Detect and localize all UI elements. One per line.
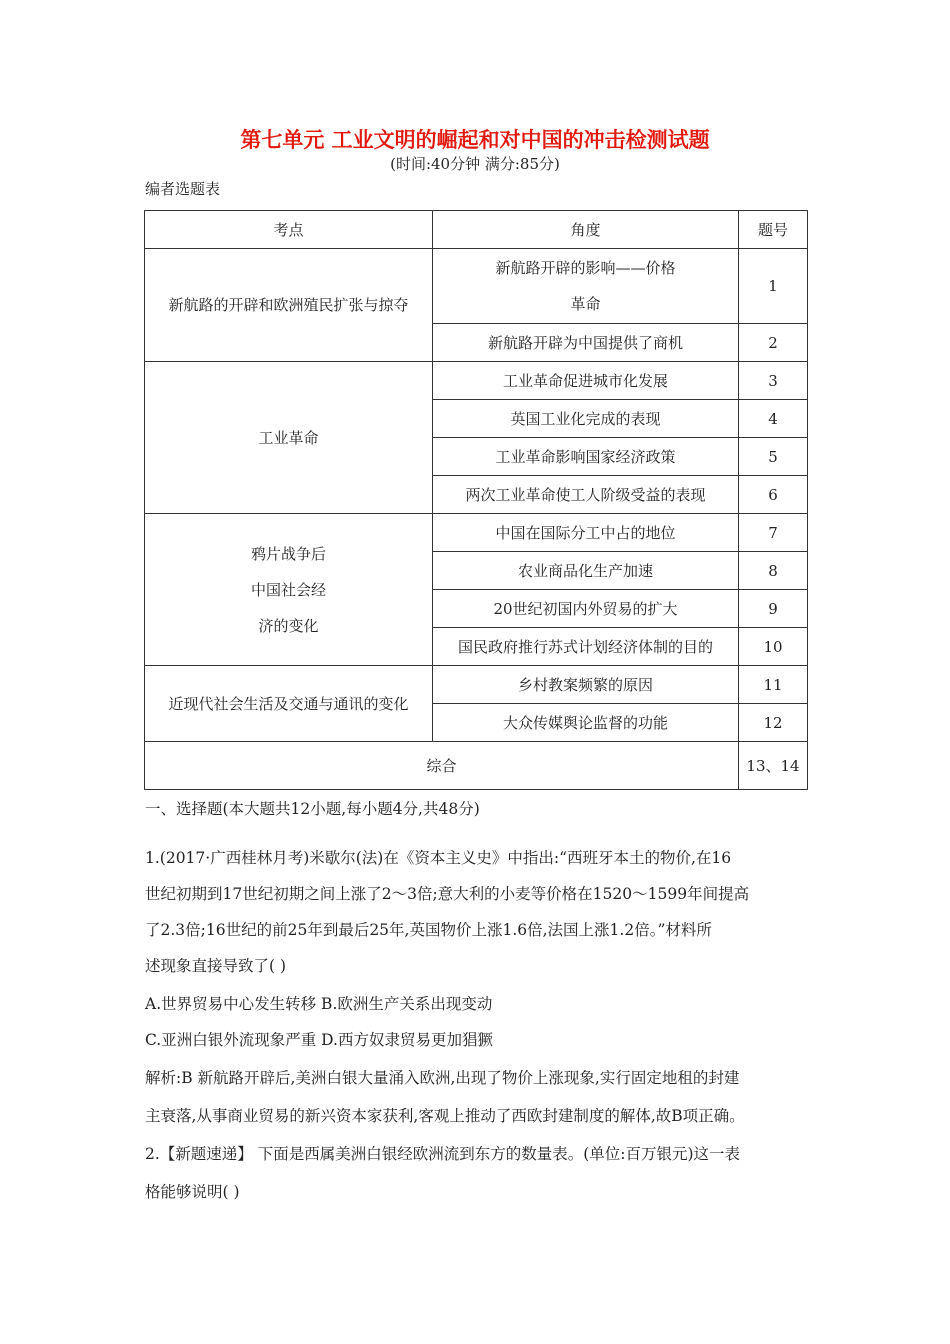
topic-cell (145, 362, 433, 514)
angle-text: 工业革命影响国家经济政策 (495, 447, 676, 466)
header-angle: 角度 (433, 211, 739, 249)
topic-text: 中国社会经 (250, 580, 326, 599)
question-number-cell: 10 (739, 628, 808, 666)
angle-cell (433, 552, 739, 590)
angle-text: 乡村教案频繁的原因 (517, 675, 653, 694)
angle-cell (433, 438, 739, 476)
angle-cell (433, 362, 739, 400)
angle-cell (433, 704, 739, 742)
angle-cell (433, 590, 739, 628)
angle-text: 大众传媒舆论监督的功能 (502, 713, 668, 732)
angle-text: 革命 (570, 295, 601, 313)
question-number-cell: 8 (739, 552, 808, 590)
question-2-text: 格能够说明( ) (145, 1183, 240, 1201)
angle-cell (433, 324, 739, 362)
question-number-cell: 1 (739, 249, 808, 324)
angle-text: 国民政府推行苏式计划经济体制的目的 (457, 637, 713, 656)
angle-cell (433, 666, 739, 704)
topic-text: 济的变化 (258, 616, 319, 635)
question-1-text: 述现象直接导致了( ) (145, 957, 287, 975)
topic-text: 新航路的开辟和欧洲殖民扩张与掠夺 (168, 296, 409, 314)
exam-info: (时间:40分钟 满分:85分) (390, 155, 560, 173)
question-number-cell: 4 (739, 400, 808, 438)
angle-text: 英国工业化完成的表现 (510, 409, 661, 428)
selection-table (144, 210, 808, 790)
angle-text: 两次工业革命使工人阶级受益的表现 (465, 485, 706, 504)
summary-label: 综合 (145, 742, 739, 790)
summary-number: 13、14 (739, 742, 808, 790)
table-row (145, 362, 808, 400)
question-1-analysis: 主衰落,从事商业贸易的新兴资本家获利,客观上推动了西欧封建制度的解体,故B项正确。 (145, 1107, 745, 1125)
table-row (145, 249, 808, 324)
question-1-options: C.亚洲白银外流现象严重 D.西方奴隶贸易更加猖獗 (145, 1031, 493, 1049)
angle-cell (433, 400, 739, 438)
question-number-cell: 11 (739, 666, 808, 704)
question-number-cell: 6 (739, 476, 808, 514)
topic-cell (145, 514, 433, 666)
angle-text: 新航路开辟为中国提供了商机 (487, 333, 683, 352)
summary-row (145, 742, 808, 790)
table-row (145, 666, 808, 704)
topic-text: 工业革命 (258, 428, 319, 447)
topic-cell (145, 249, 433, 362)
question-number-cell: 12 (739, 704, 808, 742)
table-header-row (145, 211, 808, 249)
topic-cell (145, 666, 433, 742)
question-1-analysis: 解析:B 新航路开辟后,美洲白银大量涌入欧洲,出现了物价上涨现象,实行固定地租的封建 (145, 1069, 740, 1087)
question-1-text: 1.(2017·广西桂林月考)米歇尔(法)在《资本主义史》中指出:“西班牙本土的物价,在16 (145, 849, 732, 867)
angle-text: 农业商品化生产加速 (517, 561, 653, 580)
question-1-options: A.世界贸易中心发生转移 B.欧洲生产关系出现变动 (145, 995, 493, 1013)
section-heading: 一、选择题(本大题共12小题,每小题4分,共48分) (145, 800, 480, 818)
table-row (145, 514, 808, 552)
angle-text: 新航路开辟的影响——价格 (495, 259, 676, 277)
question-number-cell: 5 (739, 438, 808, 476)
angle-text: 中国在国际分工中占的地位 (495, 523, 676, 542)
header-topic: 考点 (145, 211, 433, 249)
angle-text: 20世纪初国内外贸易的扩大 (493, 599, 678, 618)
angle-text: 工业革命促进城市化发展 (502, 371, 668, 390)
topic-text: 鸦片战争后 (250, 544, 326, 563)
question-1-text: 了2.3倍;16世纪的前25年到最后25年,英国物价上涨1.6倍,法国上涨1.2倍。”材料所 (145, 921, 712, 939)
angle-cell (433, 514, 739, 552)
question-number-cell: 9 (739, 590, 808, 628)
question-number-cell: 7 (739, 514, 808, 552)
question-1-text: 世纪初期到17世纪初期之间上涨了2～3倍;意大利的小麦等价格在1520～1599年间提高 (145, 885, 750, 903)
question-number-cell: 2 (739, 324, 808, 362)
topic-text: 近现代社会生活及交通与通讯的变化 (168, 694, 409, 713)
angle-cell (433, 628, 739, 666)
angle-cell (433, 476, 739, 514)
header-number: 题号 (739, 211, 808, 249)
table-label: 编者选题表 (145, 180, 221, 198)
question-number-cell: 3 (739, 362, 808, 400)
question-2-text: 2.【新题速递】 下面是西属美洲白银经欧洲流到东方的数量表。(单位:百万银元)这一表 (145, 1145, 741, 1163)
page-title: 第七单元 工业文明的崛起和对中国的冲击检测试题 (240, 128, 710, 152)
angle-cell (433, 249, 739, 324)
